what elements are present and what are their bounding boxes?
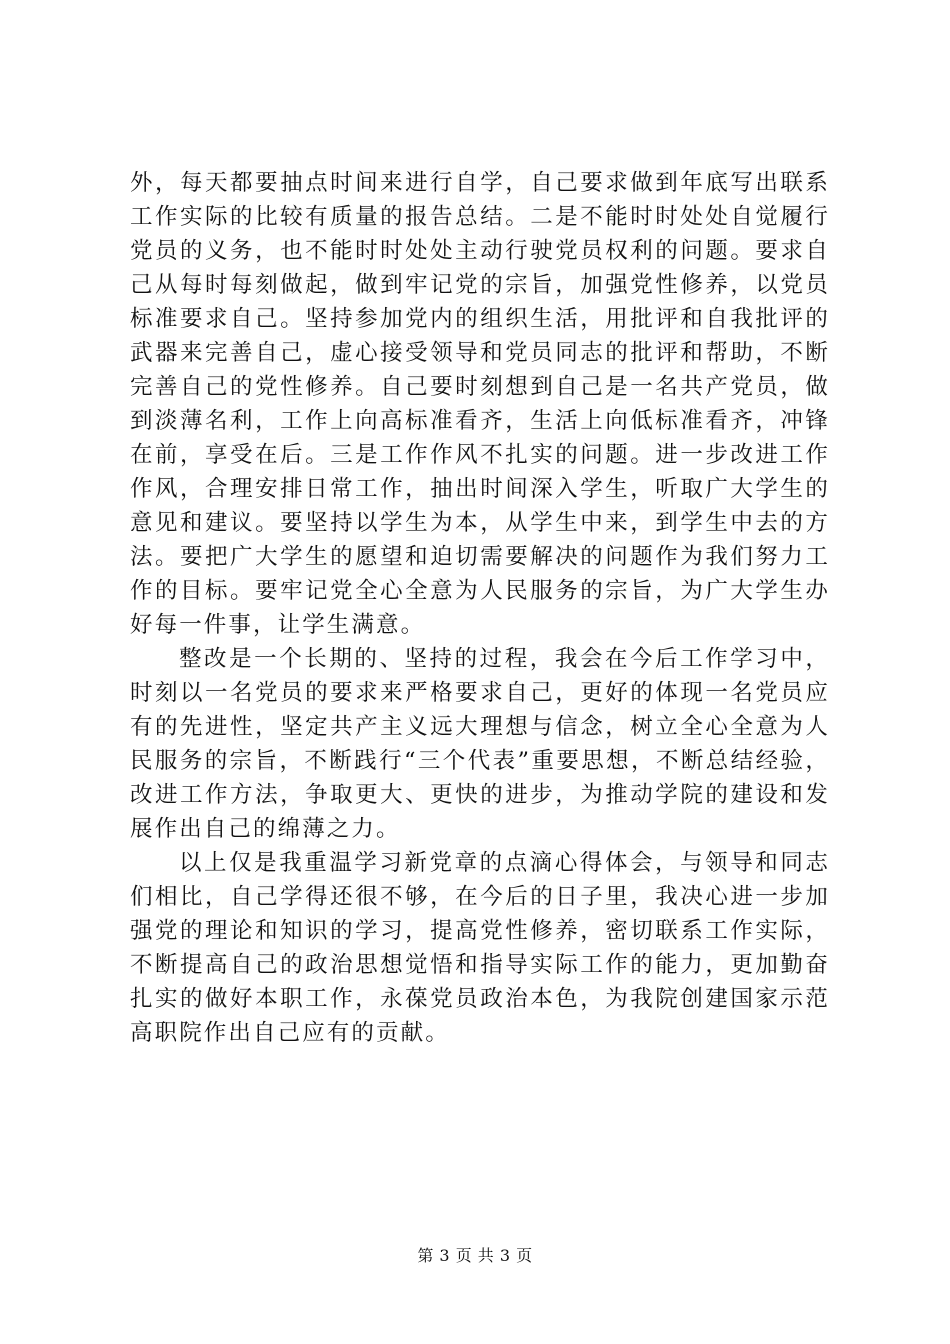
page-footer: 第 3 页 共 3 页	[417, 1246, 533, 1265]
document-body	[130, 166, 830, 1050]
paragraph-rectification: 整改是一个长期的、坚持的过程，我会在今后工作学习中，时刻以一名党员的要求来严格要求自己，更好的体现一名党员应有的先进性，坚定共产主义远大理想与信念，树立全心全意为人民服务的宗旨，不断践行“三个代表”重要思想，不断总结经验，改进工作方法，争取更大、更快的进步，为推动学院的建设和发展作出自己的绵薄之力。	[130, 646, 830, 842]
paragraph-conclusion: 以上仅是我重温学习新党章的点滴心得体会，与领导和同志们相比，自己学得还很不够，在今后的日子里，我决心进一步加强党的理论和知识的学习，提高党性修养，密切联系工作实际，不断提高自己的政治思想觉悟和指导实际工作的能力，更加勤奋扎实的做好本职工作，永葆党员政治本色，为我院创建国家示范高职院作出自己应有的贡献。	[130, 850, 830, 1046]
paragraph-continuation: 外，每天都要抽点时间来进行自学，自己要求做到年底写出联系工作实际的比较有质量的报告总结。二是不能时时处处自觉履行党员的义务，也不能时时处处主动行驶党员权利的问题。要求自己从每时每刻做起，做到牢记党的宗旨，加强党性修养，以党员标准要求自己。坚持参加党内的组织生活，用批评和自我批评的武器来完善自己，虚心接受领导和党员同志的批评和帮助，不断完善自己的党性修养。自己要时刻想到自己是一名共产党员，做到淡薄名利，工作上向高标准看齐，生活上向低标准看齐，冲锋在前，享受在后。三是工作作风不扎实的问题。进一步改进工作作风，合理安排日常工作，抽出时间深入学生，听取广大学生的意见和建议。要坚持以学生为本，从学生中来，到学生中去的方法。要把广大学生的愿望和迫切需要解决的问题作为我们努力工作的目标。要牢记党全心全意为人民服务的宗旨，为广大学生办好每一件事，让学生满意。	[130, 170, 830, 638]
